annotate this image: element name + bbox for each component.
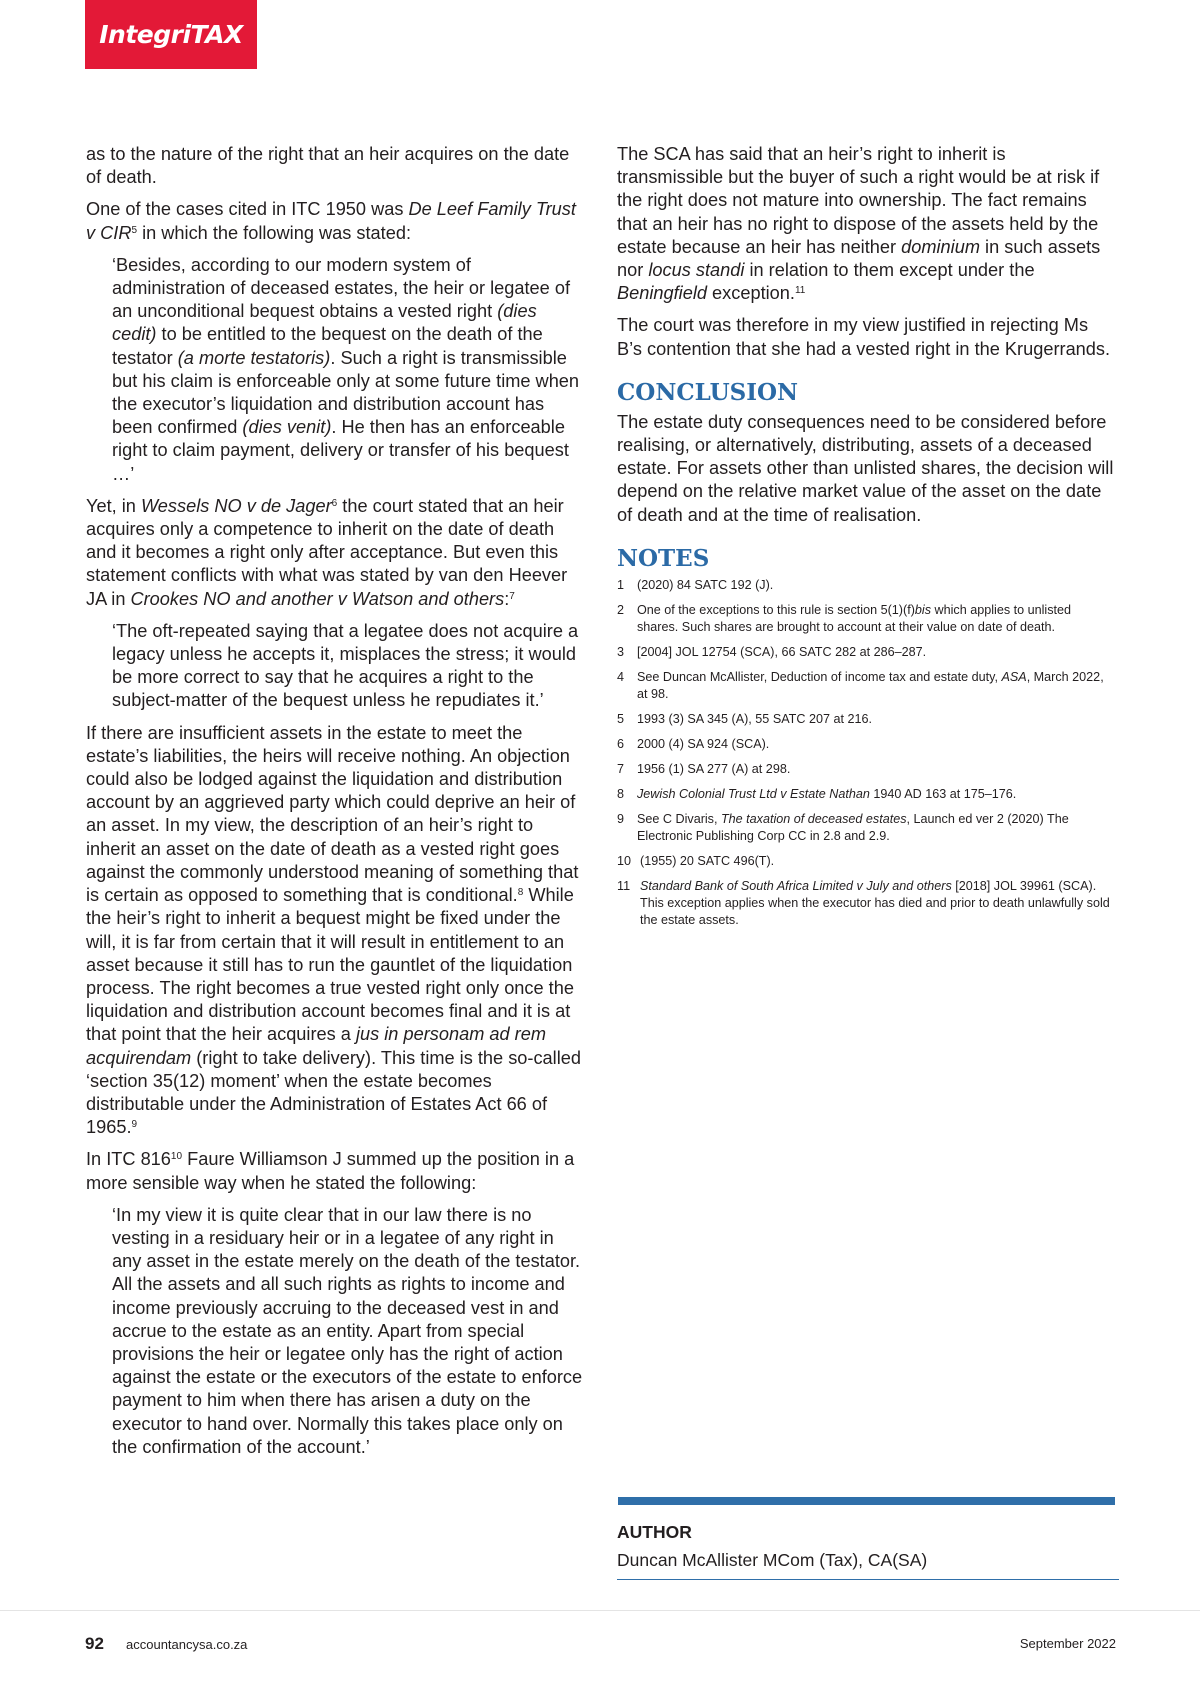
footnote-ref: 5 [131,224,138,236]
note-item: 9 See C Divaris, The taxation of deceased estates, Launch ed ver 2 (2020) The Electronic Publishing Corp CC in 2.8 and 2.9. [617,811,1069,843]
left-column [86,143,586,1468]
note-item: 2 One of the exceptions to this rule is section 5(1)(f)bis which applies to unlisted shares. Such shares are brought to account at their value on date of death. [617,602,1072,634]
note-item: 10 (1955) 20 SATC 496(T). [617,853,775,868]
paragraph: In ITC $816^{10}$ Faure Williamson J summed up the position in a more sensible way when he stated the following: [86,1149,575,1193]
block-quote: ‘The oft-repeated saying that a legatee does not acquire a legacy unless he accepts it, misplaces the stress; it would be more correct to say that he acquires a right to the subject-matter of the bequest unless he repudiates it.’ [112,620,579,711]
author-block [617,1497,1119,1580]
note-item: 8 Jewish Colonial Trust Ltd v Estate Nathan 1940 AD 163 at 175–176. [617,786,1017,801]
footnote-ref: 11 [794,285,806,297]
paragraph: The court was therefore in my view justified in rejecting Ms B’s contention that she had a vested right in the Krugerrands. [617,315,1111,359]
footer-divider [0,1610,1200,1611]
author-divider-bar [618,1497,1115,1505]
notes-list [617,577,1114,929]
page-number: 92 [85,1634,104,1653]
issue-date: September 2022 [1019,1636,1116,1651]
note-item: 5 1993 (3) SA 345 (A), 55 SATC 207 at 216. [617,711,872,726]
footnote-ref: 10 [170,1151,183,1163]
paragraph: The SCA has said that an heir’s right to inherit is transmissible but the buyer of such a right would be at risk if the right does not mature into ownership. The fact remains that an heir has no right to dispose of the assets held by the estate because an heir has neither dominium in such assets nor locus standi in relation to them except under the Beningfield exception.$^{11}$ [617,144,1101,304]
conclusion-paragraph: The estate duty consequences need to be considered before realising, or alternatively, distributing, assets of a deceased estate. For assets other than unlisted shares, the decision will depend on the relative market value of the asset on the date of death and at the time of realisation. [617,411,1114,525]
block-quote: ‘In my view it is quite clear that in our law there is no vesting in a residuary heir or in a legatee of any right in any asset in the estate merely on the death of the testator. All the assets and all such rights as rights to income and income previously accruing to the deceased vest in and accrue to the estate as an entity. Apart from special provisions the heir or legatee only has the right of action against the estate or the executors of the estate to enforce payment to him when there has arisen a duty on the executor to hand over. Normally this takes place only on the confirmation of the account.’ [112,1204,583,1457]
note-item: 3 [2004] JOL 12754 (SCA), 66 SATC 282 at 286–287. [617,644,927,659]
author-name: Duncan McAllister MCom (Tax), CA(SA) [617,1550,928,1570]
paragraph: One of the cases cited in ITC 1950 was De Leef Family Trust v CIR$^5$ in which the following was stated: [86,199,576,243]
note-item: 7 1956 (1) SA 277 (A) at 298. [617,761,791,776]
paragraph: If there are insufficient assets in the estate to meet the estate’s liabilities, the heirs will receive nothing. An objection could also be lodged against the liquidation and distribution account by an aggrieved party which could deprive an heir of an asset. In my view, the description of an heir’s right to inherit an asset on the date of death as a vested right goes against the commonly understood meaning of something that is certain as opposed to something that is conditional.$^8$ While the heir’s right to inherit a bequest might be fixed under the will, it is far from certain that it will result in entitlement to an asset because it still has to run the gauntlet of the liquidation process. The right becomes a true vested right only once the liquidation and distribution account becomes final and it is at that point that the heir acquires a jus in personam ad rem acquirendam (right to take delivery). This time is the so-called ‘section 35(12) moment’ when the estate becomes distributable under the Administration of Estates Act 66 of 1965.$^9$ [86,722,581,1138]
footnote-ref: 9 [131,1119,138,1131]
note-item: 4 See Duncan McAllister, Deduction of income tax and estate duty, ASA, March 2022, at 98. [617,669,1104,701]
author-underline [617,1579,1119,1580]
footnote-ref: 6 [331,497,338,509]
logo-text: IntegriTAX [99,20,243,49]
integritax-logo [85,0,257,69]
website-link[interactable]: accountancysa.co.za [126,1637,248,1652]
conclusion-heading: CONCLUSION [617,378,799,406]
footnote-ref: 7 [509,590,515,602]
notes-heading: NOTES [617,544,710,572]
paragraph: Yet, in Wessels NO v de Jager$^6$ the court stated that an heir acquires only a competence to inherit on the date of death and it becomes a right only after acceptance. But even this statement conflicts with what was stated by van den Heever JA in Crookes NO and another v Watson and others:$^7$ [86,495,568,609]
block-quote: ‘Besides, according to our modern system of administration of deceased estates, the heir or legatee of an unconditional bequest obtains a vested right (dies cedit) to be entitled to the bequest on the death of the testator (a morte testatoris). Such a right is transmissible but his claim is enforceable only at some future time when the executor’s liquidation and distribution account has been confirmed (dies venit). He then has an enforceable right to claim payment, delivery or transfer of his bequest …’ [112,254,580,484]
note-item: 6 2000 (4) SA 924 (SCA). [617,736,770,751]
note-item: 1 (2020) 84 SATC 192 (J). [617,577,774,592]
paragraph: as to the nature of the right that an heir acquires on the date of death. [86,144,570,188]
author-label: AUTHOR [617,1522,692,1542]
footnote-ref: 8 [517,887,524,899]
right-column [617,143,1114,937]
note-item: 11 Standard Bank of South Africa Limited v July and others [2018] JOL 39961 (SCA). This exception applies when the executor has died and prior to death unlawfully sold the estate assets. [617,878,1110,927]
